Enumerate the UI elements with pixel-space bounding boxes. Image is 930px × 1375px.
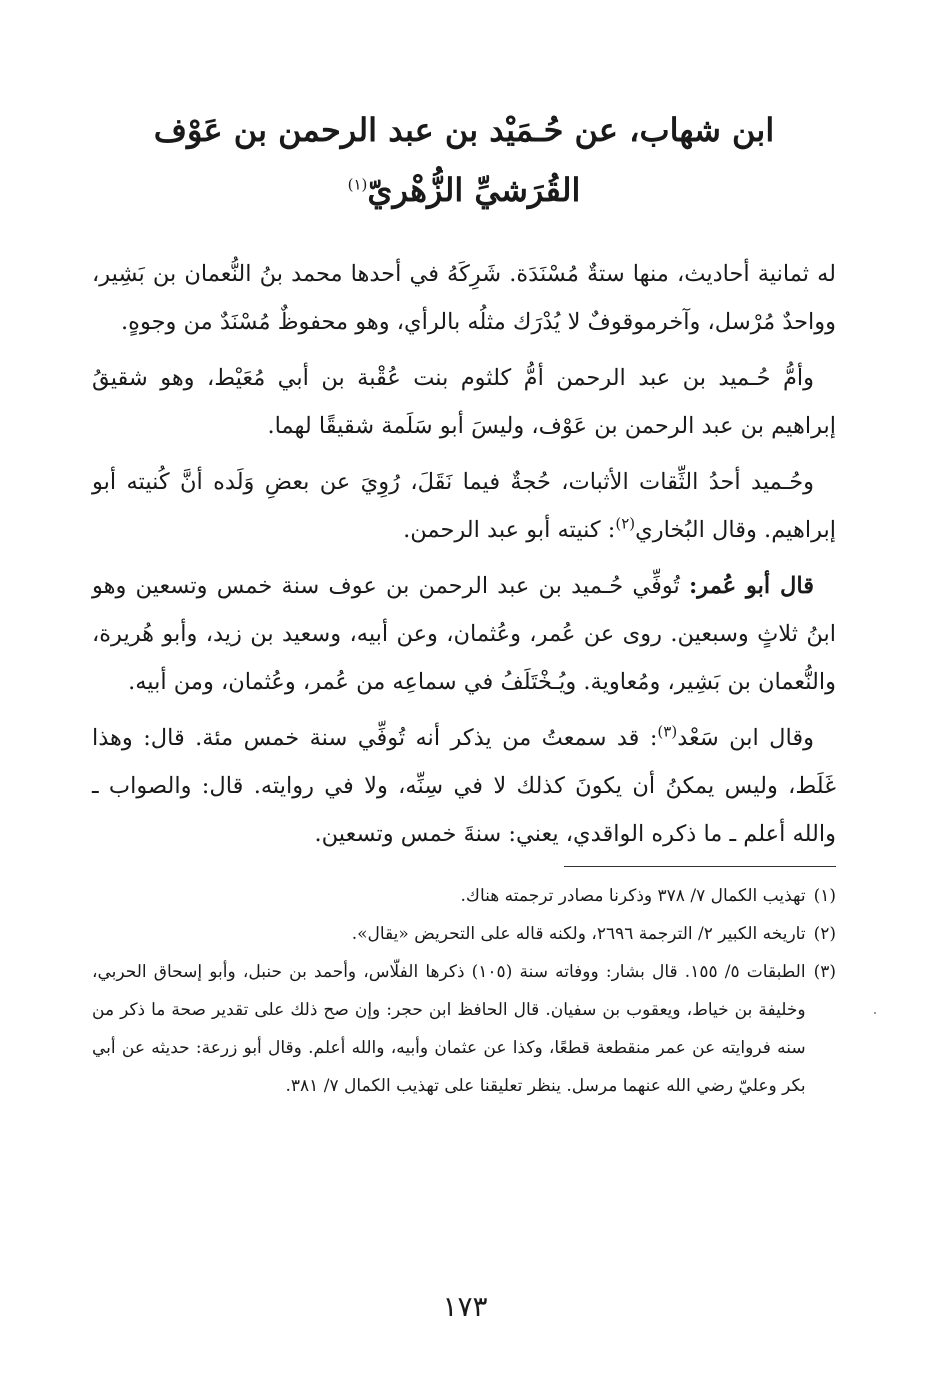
footnote-3-number: (٣) [813, 962, 836, 982]
paragraph-4-speaker: قال أبو عُمر: [689, 573, 814, 599]
footnote-2-number: (٢) [813, 924, 836, 944]
footnote-1-text: تهذيب الكمال ٧/ ٣٧٨ وذكرنا مصادر ترجمته هناك. [460, 886, 806, 906]
paragraph-3-text-b: : كنيته أبو عبد الرحمن. [403, 517, 616, 543]
paragraph-5-text-a: وقال ابن سَعْد [677, 725, 814, 751]
footnote-separator [564, 866, 836, 867]
footnote-2 [92, 915, 836, 953]
paragraph-5 [92, 714, 836, 858]
paragraph-4 [92, 562, 836, 706]
footnote-3 [92, 953, 836, 1105]
footnote-ref-3: (٣) [657, 722, 678, 741]
footnotes [92, 877, 836, 1105]
footnote-1-number: (١) [813, 886, 836, 906]
footnote-1 [92, 877, 836, 915]
paragraph-1: له ثمانية أحاديث، منها ستةٌ مُسْنَدَة. شَرِكَهُ في أحدها محمد بنُ النُّعمان بن بَشِير، وواحدٌ مُرْسل، وآخرموقوفٌ لا يُدْرَك مثلُه بالرأي، وهو محفوظٌ مُسْنَدٌ من وجوهٍ. [92, 261, 836, 335]
chapter-title-line-2 [92, 160, 836, 220]
scan-speck [874, 1012, 876, 1014]
footnote-ref-1: (١) [347, 175, 368, 194]
paragraph-4-text: تُوفِّي حُـميد بن عبد الرحمن بن عوف سنة خمس وتسعين وهو ابنُ ثلاثٍ وسبعين. روى عن عُمر، وعُثمان، وعن أبيه، وسعيد بن زيد، وأبو هُريرة، والنُّعمان بن بَشِير، ومُعاوية. ويُـخْتَلَفُ في سماعِه من عُمر، وعُثمان، ومن أبيه. [92, 573, 836, 695]
paragraph-2: وأمُّ حُـميد بن عبد الرحمن أمُّ كلثوم بنت عُقْبة بن أبي مُعَيْط، وهو شقيقُ إبراهيم بن عبد الرحمن بن عَوْف، وليسَ أبو سَلَمة شقيقًا لهما. [92, 365, 836, 439]
paragraph-5-text-b: : قد سمعتُ من يذكر أنه تُوفِّي سنة خمس مئة. قال: وهذا غَلَط، وليس يمكنُ أن يكونَ كذلك لا في سِنِّه، ولا في روايته. قال: والصواب ـ والله أعلم ـ ما ذكره الواقدي، يعني: سنةَ خمس وتسعين. [92, 725, 836, 847]
chapter-title-line-2-text: القُرَشيِّ الزُّهْريّ [367, 171, 581, 209]
page-number: ١٧٣ [442, 1290, 488, 1323]
footnote-3-text: الطبقات ٥/ ١٥٥. قال بشار: ووفاته سنة (١٠٥) ذكرها الفلّاس، وأحمد بن حنبل، وأبو إسحاق الحربي، وخليفة بن خياط، ويعقوب بن سفيان. قال الحافظ ابن حجر: وإن صح ذلك على تقدير صحة ما ذكر من سنه فروايته عن عمر منقطعة قطعًا، وكذا عن عثمان وأبيه، والله أعلم. وقال أبو زرعة: حديثه عن أبي بكر وعليّ رضي الله عنهما مرسل. ينظر تعليقنا على تهذيب الكمال ٧/ ٣٨١. [92, 962, 806, 1096]
chapter-title-line-1: ابن شهاب، عن حُـمَيْد بن عبد الرحمن بن عَوْف [153, 111, 775, 149]
footnote-ref-2: (٢) [615, 514, 636, 533]
paragraph-3 [92, 458, 836, 554]
chapter-title [92, 100, 836, 220]
paragraph-3-text-a: وحُـميد أحدُ الثِّقات الأثبات، حُجةٌ فيما نَقَلَ، رُوِيَ عن بعضِ وَلَده أنَّ كُنيته أبو إبراهيم. وقال البُخاري [92, 469, 836, 543]
book-page [92, 100, 836, 1105]
footnote-2-text: تاريخه الكبير ٢/ الترجمة ٢٦٩٦، ولكنه قاله على التحريض «يقال». [351, 924, 806, 944]
